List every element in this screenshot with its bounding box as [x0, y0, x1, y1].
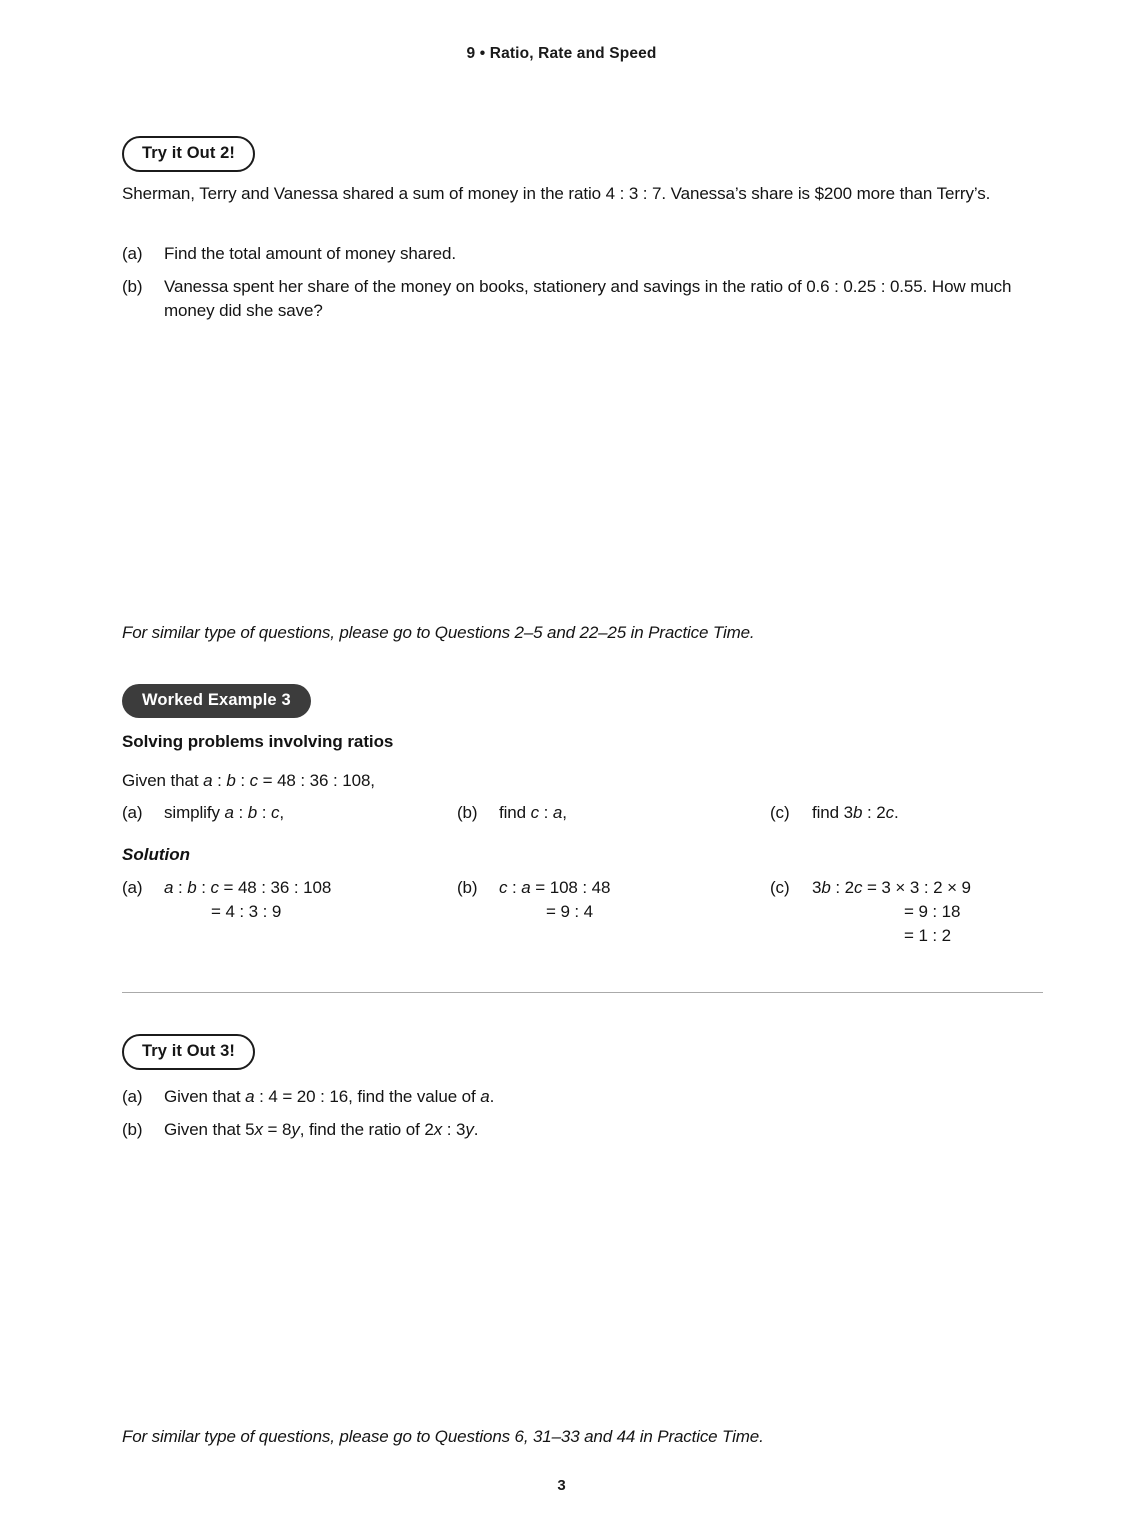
item-text: find 3b : 2c.	[812, 803, 899, 822]
solution-lines	[164, 876, 331, 924]
question-part-c	[770, 801, 899, 825]
item-label: (b)	[457, 878, 478, 897]
try-it-out-2-prompt-text: Sherman, Terry and Vanessa shared a sum of money in the ratio 4 : 3 : 7. Vanessa’s share is $200 more than Terry’s.	[122, 184, 991, 203]
solution-line: a : b : c = 48 : 36 : 108	[164, 878, 332, 897]
solution-line: 3b : 2c = 3 × 3 : 2 × 9	[812, 878, 971, 897]
solution-lines	[812, 876, 971, 948]
try-it-out-2-note-row	[122, 623, 1043, 643]
solution-part-a	[122, 876, 331, 924]
item-label: (a)	[122, 803, 143, 822]
list-item	[122, 242, 1045, 266]
item-text: Find the total amount of money shared.	[164, 244, 456, 263]
item-label: (a)	[122, 878, 143, 897]
question-part-a	[122, 801, 284, 825]
list-item	[122, 275, 1045, 323]
try-it-out-2-prompt	[122, 182, 1045, 206]
try-it-out-2-list	[122, 233, 1045, 323]
solution-part-b	[457, 876, 610, 924]
item-label: (b)	[122, 277, 143, 297]
practice-reference-note: For similar type of questions, please go to Questions 6, 31–33 and 44 in Practice Time.	[122, 1427, 764, 1446]
item-label: (c)	[770, 803, 790, 822]
solution-line: = 9 : 4	[546, 902, 594, 922]
solution-line: = 4 : 3 : 9	[211, 902, 282, 922]
solution-lines	[499, 876, 610, 924]
section-divider	[122, 992, 1043, 993]
item-text: find c : a,	[499, 803, 567, 822]
solution-heading-row	[122, 845, 1043, 865]
worked-example-3-given: Given that a : b : c = 48 : 36 : 108,	[122, 771, 375, 790]
item-text: Vanessa spent her share of the money on books, stationery and savings in the ratio of 0.6 : 0.25 : 0.55. How much money did she save?	[164, 277, 1012, 321]
question-list	[122, 1085, 1045, 1142]
worked-example-3-title: Solving problems involving ratios	[122, 732, 394, 751]
solution-line: c : a = 108 : 48	[499, 878, 611, 897]
question-part-b	[457, 801, 567, 825]
item-label: (b)	[122, 1120, 143, 1140]
item-label: (a)	[122, 244, 143, 263]
worked-example-3-badge: Worked Example 3	[122, 684, 311, 718]
item-text: Given that 5x = 8y, find the ratio of 2x : 3y.	[164, 1120, 479, 1140]
practice-reference-note: For similar type of questions, please go to Questions 2–5 and 22–25 in Practice Time.	[122, 623, 755, 642]
running-head: 9 • Ratio, Rate and Speed	[466, 45, 657, 62]
page-number: 3	[557, 1477, 566, 1494]
item-label: (b)	[457, 803, 478, 822]
try-it-out-3-note-row	[122, 1427, 1043, 1447]
try-it-out-3-badge: Try it Out 3!	[122, 1034, 255, 1070]
solution-line: = 1 : 2	[904, 926, 952, 946]
worked-example-3-badge-row	[122, 684, 1043, 718]
solution-heading: Solution	[122, 845, 190, 864]
item-text: Given that a : 4 = 20 : 16, find the value of a.	[164, 1087, 495, 1106]
solution-part-c	[770, 876, 971, 948]
try-it-out-3-list	[122, 1076, 1045, 1142]
item-label: (c)	[770, 878, 790, 897]
solution-line: = 9 : 18	[904, 902, 961, 922]
try-it-out-2-badge: Try it Out 2!	[122, 136, 255, 172]
question-list	[122, 242, 1045, 323]
worked-example-3-given-row	[122, 769, 1043, 793]
try-it-out-2-badge-row	[122, 136, 1043, 172]
worked-example-3-title-row	[122, 732, 1043, 752]
list-item	[122, 1085, 1045, 1109]
try-it-out-3-badge-row	[122, 1034, 1043, 1070]
item-text: simplify a : b : c,	[164, 803, 284, 822]
item-label: (a)	[122, 1087, 143, 1106]
list-item	[122, 1118, 1045, 1142]
